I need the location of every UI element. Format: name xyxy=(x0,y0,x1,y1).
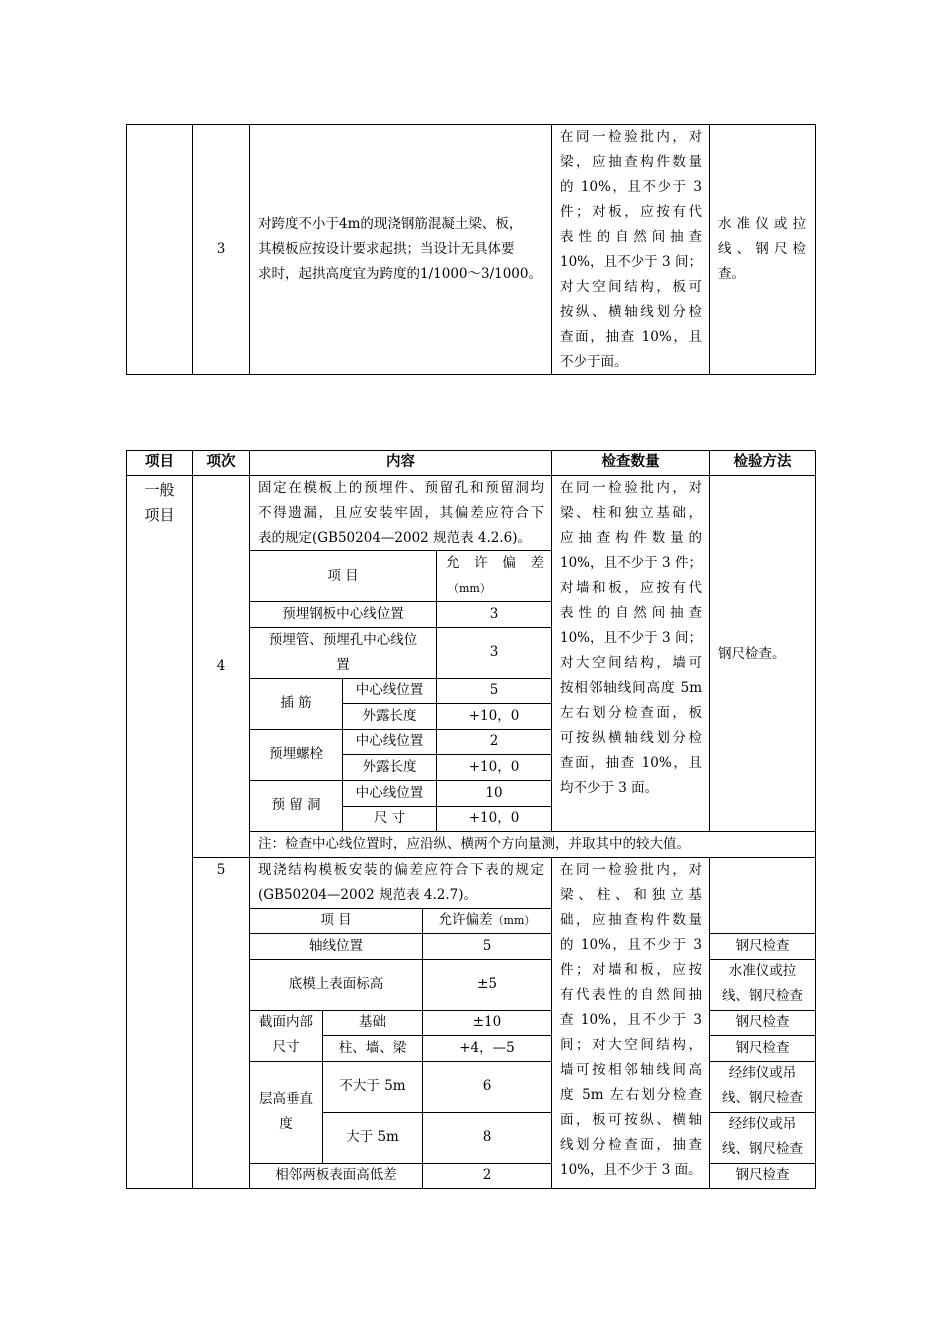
quantity-line: 10%，且不少于 3 面。 xyxy=(560,1162,702,1178)
quantity-line: 可按纵横轴线划分检 xyxy=(560,730,702,746)
header-content: 内容 xyxy=(386,454,415,470)
quantity-line: 查 10%，且不少于 3 xyxy=(560,1012,702,1028)
row-value: 6 xyxy=(482,1078,492,1094)
project-line: 项目 xyxy=(144,506,175,524)
quantity-line: 墙可按相邻轴线间高 xyxy=(560,1062,702,1078)
row-value: 8 xyxy=(482,1129,492,1145)
sub-header-unit: （mm） xyxy=(448,582,491,595)
item-3-method xyxy=(718,212,806,287)
quantity-line: 表性的自然间抽查 xyxy=(560,605,702,621)
quantity-line: 应抽查构件数量的 xyxy=(560,530,702,546)
row-value: +10，0 xyxy=(468,708,520,724)
group-name: 尺寸 xyxy=(272,1039,300,1055)
row-label: 预埋管、预埋孔中心线位 xyxy=(268,632,418,648)
quantity-line: 对大空间结构，板可 xyxy=(560,279,702,295)
row-method: 线、钢尺检查 xyxy=(722,1090,803,1106)
row-method: 线、钢尺检查 xyxy=(722,1141,803,1157)
group-name: 截面内部 xyxy=(259,1014,313,1030)
row-method: 钢尺检查 xyxy=(735,1014,790,1030)
row-method: 水准仪或拉 xyxy=(728,963,797,979)
row-value: 10 xyxy=(485,785,503,801)
quantity-line: 不少于面。 xyxy=(560,354,628,370)
quantity-line: 有代表性的自然间抽 xyxy=(560,987,702,1003)
quantity-line: 在同一检验批内，对 xyxy=(560,862,702,878)
item-4-method: 钢尺检查。 xyxy=(718,646,786,662)
row-value: 2 xyxy=(482,1167,492,1183)
quantity-line: 间；对大空间结构， xyxy=(560,1037,702,1053)
row-value: 2 xyxy=(489,733,499,749)
intro-line: 表的规定(GB50204—2002 规范表 4.2.6)。 xyxy=(258,530,531,546)
group-name: 预 留 洞 xyxy=(271,797,321,813)
row-label: 底模上表面标高 xyxy=(288,976,384,992)
quantity-line: 均不少于 3 面。 xyxy=(560,780,659,796)
quantity-line: 10%，且不少于 3 件； xyxy=(560,555,702,571)
group-name: 插 筋 xyxy=(280,695,312,711)
item-4-intro xyxy=(258,476,544,551)
intro-line: (GB50204—2002 规范表 4.2.7)。 xyxy=(258,887,477,903)
row-method: 钢尺检查 xyxy=(735,1040,790,1056)
row-label: 轴线位置 xyxy=(309,938,363,954)
quantity-line: 在同一检验批内，对 xyxy=(560,129,702,145)
header-quantity: 检查数量 xyxy=(601,454,660,470)
quantity-line: 面，板可按纵、横轴 xyxy=(560,1112,702,1128)
header-project: 项目 xyxy=(145,454,174,470)
group-name: 度 xyxy=(279,1116,293,1132)
quantity-line: 10%，且不少于 3 间； xyxy=(560,254,702,270)
group-name: 层高垂直 xyxy=(259,1091,313,1107)
quantity-line: 础，应抽查构件数量 xyxy=(560,912,702,928)
row-label: 中心线位置 xyxy=(355,733,424,749)
row-label: 中心线位置 xyxy=(355,682,424,698)
quantity-line: 在同一检验批内，对 xyxy=(560,480,702,496)
intro-line: 不得遗漏，且应安装牢固，其偏差应符合下 xyxy=(258,505,544,521)
quantity-line: 的 10%，且不少于 3 xyxy=(560,937,702,953)
quantity-line: 线划分检查面，抽查 xyxy=(560,1137,702,1153)
method-line: 水准仪或拉 xyxy=(718,216,806,232)
row-label: 预埋钢板中心线位置 xyxy=(282,606,404,622)
sub-header-item: 项 目 xyxy=(320,912,352,928)
sub-header-item: 项 目 xyxy=(327,568,359,584)
intro-line: 固定在模板上的预埋件、预留孔和预留洞均 xyxy=(258,480,544,496)
quantity-line: 按纵、横轴线划分检 xyxy=(560,304,702,320)
quantity-line: 的 10%，且不少于 3 xyxy=(560,179,702,195)
quantity-line: 左右划分检查面，板 xyxy=(560,705,702,721)
item-number-4: 4 xyxy=(216,658,226,674)
row-value: 3 xyxy=(489,644,499,660)
row-method: 线、钢尺检查 xyxy=(722,988,803,1004)
row-value: +4，—5 xyxy=(459,1040,515,1056)
item-5-intro xyxy=(258,858,544,908)
sub-header-tolerance: 允 许 偏 差 xyxy=(446,555,544,571)
row-label: 尺 寸 xyxy=(373,810,406,826)
group-name: 预埋螺栓 xyxy=(269,746,323,762)
item-4-quantity xyxy=(560,476,702,801)
row-method: 经纬仪或吊 xyxy=(728,1065,797,1081)
item-number-5: 5 xyxy=(216,862,226,878)
project-line: 一般 xyxy=(144,481,175,499)
row-value: ±10 xyxy=(472,1014,502,1030)
row-label: 不大于 5m xyxy=(339,1078,406,1094)
quantity-line: 梁，应抽查构件数量 xyxy=(560,154,702,170)
row-method: 钢尺检查 xyxy=(735,1167,790,1183)
content-line: 求时，起拱高度宜为跨度的1/1000～3/1000。 xyxy=(258,266,542,282)
row-value: +10，0 xyxy=(468,759,520,775)
row-method: 钢尺检查 xyxy=(735,938,790,954)
tolerance-unit: （mm） xyxy=(492,914,536,927)
quantity-line: 件；对板，应按有代 xyxy=(560,204,702,220)
content-line: 对跨度不小于4m的现浇钢筋混凝土梁、板， xyxy=(258,216,523,232)
quantity-line: 对墙和板，应按有代 xyxy=(560,580,702,596)
header-item-no: 项次 xyxy=(206,454,236,470)
row-value: 5 xyxy=(489,682,499,698)
quantity-line: 查面，抽查 10%，且 xyxy=(560,329,702,345)
item-3-content xyxy=(258,212,548,287)
row-value: ±5 xyxy=(477,976,497,992)
row-value: 3 xyxy=(489,606,499,622)
row-label: 相邻两板表面高低差 xyxy=(275,1167,397,1183)
quantity-line: 查面，抽查 10%，且 xyxy=(560,755,702,771)
tolerance-label: 允许偏差 xyxy=(438,912,493,928)
sub-header-tolerance xyxy=(423,908,551,933)
row-label: 置 xyxy=(336,657,350,673)
row-label: 外露长度 xyxy=(362,759,417,775)
row-value: +10，0 xyxy=(468,810,520,826)
method-line: 线、钢尺检 xyxy=(718,241,806,257)
item-3-quantity xyxy=(560,125,702,375)
method-line: 查。 xyxy=(718,266,745,282)
item-5-quantity xyxy=(560,858,702,1183)
quantity-line: 度 5m 左右划分检查 xyxy=(560,1087,702,1103)
content-line: 其模板应按设计要求起拱；当设计无具体要 xyxy=(258,241,515,257)
quantity-line: 表性的自然间抽查 xyxy=(560,229,702,245)
row-label: 大于 5m xyxy=(346,1129,399,1145)
quantity-line: 10%，且不少于 3 间； xyxy=(560,630,702,646)
row-method: 经纬仪或吊 xyxy=(728,1116,797,1132)
quantity-line: 件；对墙和板，应按 xyxy=(560,962,702,978)
intro-line: 现浇结构模板安装的偏差应符合下表的规定 xyxy=(258,862,544,878)
quantity-line: 对大空间结构，墙可 xyxy=(560,655,702,671)
quantity-line: 梁、柱和独立基础， xyxy=(560,505,702,521)
quantity-line: 按相邻轴线间高度 5m xyxy=(560,680,702,696)
quantity-line: 梁、柱、和独立基 xyxy=(560,887,702,903)
header-method: 检验方法 xyxy=(733,454,792,470)
row-label: 柱、墙、梁 xyxy=(338,1040,407,1056)
row-label: 外露长度 xyxy=(362,708,417,724)
row-label: 基础 xyxy=(359,1014,386,1030)
row-value: 5 xyxy=(482,938,492,954)
item-4-note: 注：检查中心线位置时，应沿纵、横两个方向量测，并取其中的较大值。 xyxy=(258,836,690,852)
row-label: 中心线位置 xyxy=(355,785,424,801)
item-number-3: 3 xyxy=(216,241,226,257)
